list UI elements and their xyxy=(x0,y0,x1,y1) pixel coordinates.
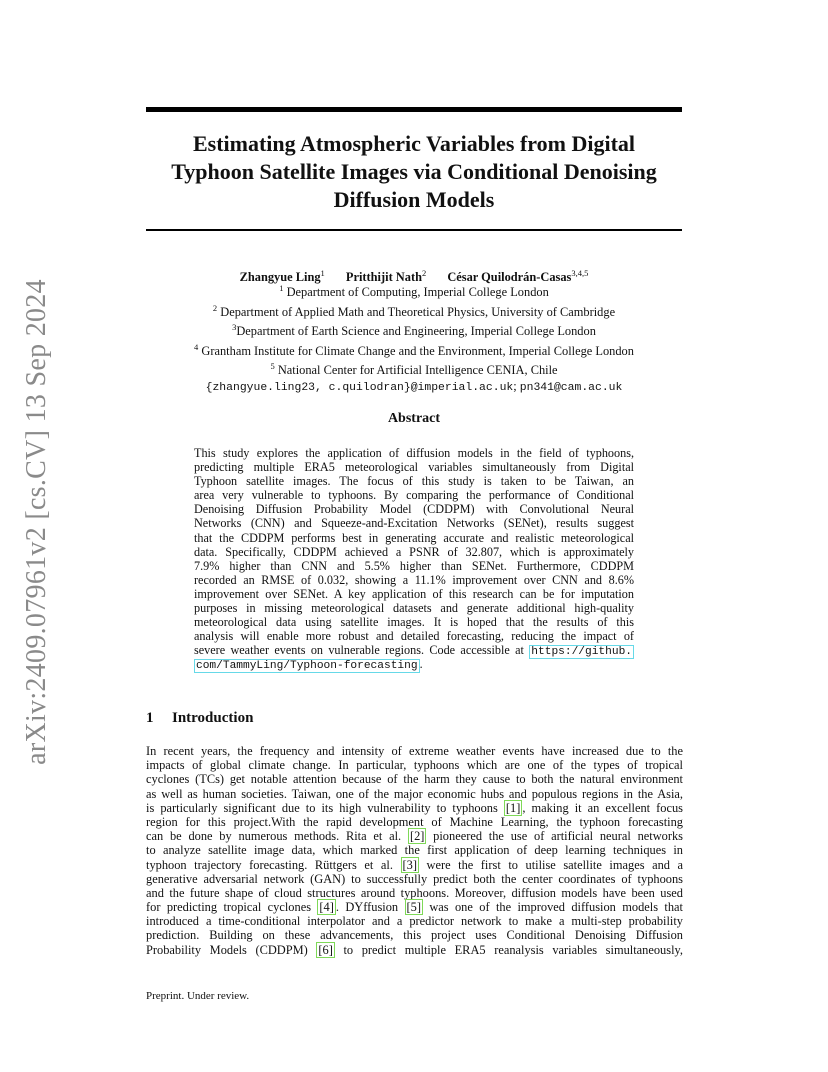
intro-line: generative adversarial network (GAN) to successfully predict both the center coordinates of typhoons xyxy=(146,871,683,886)
arxiv-side-stamp: arXiv:2409.07961v2 [cs.CV] 13 Sep 2024 xyxy=(21,279,52,765)
intro-line: for predicting tropical cyclones [4] . DYffusion [5] was one of the improved diffusion models that xyxy=(146,900,683,915)
affiliation: $^5$ National Center for Artificial Intelligence CENIA, Chile xyxy=(270,361,558,378)
intro-line: and the future shape of cloud structures around typhoons. Moreover, diffusion models have been used xyxy=(146,885,683,900)
abstract-line: severe weather events on vulnerable regions. Code accessible at https://github. xyxy=(194,643,633,659)
abstract-line: purposes in missing meteorological datasets and generate additional high-quality xyxy=(194,601,634,616)
abstract-heading: Abstract xyxy=(387,411,441,426)
author: César Quilodrán-Casas$^{3,4,5}$ xyxy=(447,268,589,284)
code-link[interactable]: https://github. xyxy=(531,646,633,659)
email-group[interactable]: {zhangyue.ling23, c.quilodran}@imperial.ac.uk xyxy=(205,381,514,394)
intro-line: impacts of global climate change. In particular, typhoons which are one of the types of tropical xyxy=(146,758,683,773)
abstract-line: com/TammyLing/Typhoon-forecasting . xyxy=(196,657,423,673)
abstract-line: This study explores the application of diffusion models in the field of typhoons, xyxy=(194,446,634,460)
email-line: {zhangyue.ling23, c.quilodran}@imperial.ac.uk; pn341@cam.ac.uk xyxy=(205,378,623,394)
citation-link[interactable]: [1] xyxy=(505,800,521,815)
intro-line: prediction. Building on these advancements, this project uses Conditional Denoising Diffusion xyxy=(146,928,683,943)
affiliation-list xyxy=(130,281,698,397)
affiliation: $^4$ Grantham Institute for Climate Change and the Environment, Imperial College London xyxy=(194,341,634,358)
abstract-body xyxy=(194,446,634,672)
abstract-line: predicting multiple ERA5 meteorological variables simultaneously from Digital xyxy=(194,460,634,475)
section-title: Introduction xyxy=(172,710,254,726)
abstract-line: that the CDDPM performs best in generating accurate and realistic meteorological xyxy=(194,530,634,545)
author: Zhangyue Ling$^1$ xyxy=(239,268,325,284)
section-heading xyxy=(146,710,253,727)
email-address[interactable]: pn341@cam.ac.uk xyxy=(519,381,623,394)
abstract-line: improvement over SENet. A key application of this research can be for imputation xyxy=(194,586,634,601)
abstract-line: analysis will enable more robust and detailed forecasting, reducing the impact of xyxy=(194,629,634,644)
abstract-line: Networks (CNN) and Squeeze-and-Excitation Networks (SENet), results suggest xyxy=(194,516,634,531)
preprint-footer: Preprint. Under review. xyxy=(146,990,250,1002)
introduction-body xyxy=(146,744,683,957)
author: Pritthijit Nath$^2$ xyxy=(345,268,427,284)
title-bottom-rule xyxy=(146,229,682,231)
citation-link[interactable]: [2] xyxy=(409,829,425,844)
abstract-line: recorded an RMSE of 0.032, showing a 11.1% improvement over CNN and 8.6% xyxy=(194,572,634,587)
intro-line: Probability Models (CDDPM) [6] to predict multiple ERA5 reanalysis variables simultaneously, xyxy=(146,942,683,957)
intro-line: as well as human societies. Taiwan, one of the major economic hubs and populous regions in the Asia, xyxy=(146,786,683,801)
citation-link[interactable]: [5] xyxy=(406,900,421,915)
intro-line: to analyze satellite image data, which marked the first application of deep learning techniques in xyxy=(146,843,683,858)
intro-line: is particularly significant due to its high vulnerability to typhoons [1] , making it an excellent focus xyxy=(146,800,683,815)
title-line: Estimating Atmospheric Variables from Digital xyxy=(192,131,636,156)
intro-line: can be done by numerous methods. Rita et al. [2] pioneered the use of artificial neural networks xyxy=(146,829,683,844)
intro-line: region for this project.With the rapid development of Machine Learning, the typhoon forecasting xyxy=(146,814,683,829)
title-line: Diffusion Models xyxy=(333,187,495,212)
title-line: Typhoon Satellite Images via Conditional Denoising xyxy=(171,159,657,184)
title-top-rule xyxy=(146,107,682,112)
abstract-line: data. Specifically, CDDPM achieved a PSNR of 32.807, which is approximately xyxy=(194,544,634,559)
intro-line: introduced a time-conditional interpolator and a predictor network to make a multi-step probability xyxy=(146,914,683,929)
code-link-continued[interactable]: com/TammyLing/Typhoon-forecasting xyxy=(196,660,418,673)
paper-title xyxy=(146,130,682,214)
section-number: 1 xyxy=(146,710,154,726)
abstract-line: Typhoon satellite images. The focus of this study is taken to be Taiwan, an xyxy=(194,474,634,489)
citation-link[interactable]: [4] xyxy=(319,900,334,915)
intro-line: In recent years, the frequency and intensity of extreme weather events have increased due to the xyxy=(146,744,683,758)
citation-link[interactable]: [3] xyxy=(402,857,417,872)
affiliation: $^3$Department of Earth Science and Engineering, Imperial College London xyxy=(232,322,596,339)
abstract-line: meteorological data using satellite images. It is hoped that the results of this xyxy=(194,615,634,630)
affiliation: $^1$ Department of Computing, Imperial College London xyxy=(279,283,549,299)
intro-line: typhoon trajectory forecasting. Rüttgers et al. [3] were the first to utilise satellite images and a xyxy=(146,857,684,872)
abstract-line: area very vulnerable to typhoons. By comparing the performance of Conditional xyxy=(194,488,634,503)
abstract-line: Denoising Diffusion Probability Model (CDDPM) with Convolutional Neural xyxy=(194,502,634,517)
intro-line: cyclones (TCs) get notable attention because of the harm they cause to both the natural environment xyxy=(146,772,683,787)
citation-link[interactable]: [6] xyxy=(318,942,333,957)
affiliation: $^2$ Department of Applied Math and Theoretical Physics, University of Cambridge xyxy=(212,302,616,319)
abstract-line: 7.9% higher than CNN and 5.5% higher than SENet. Furthermore, CDDPM xyxy=(194,558,634,573)
